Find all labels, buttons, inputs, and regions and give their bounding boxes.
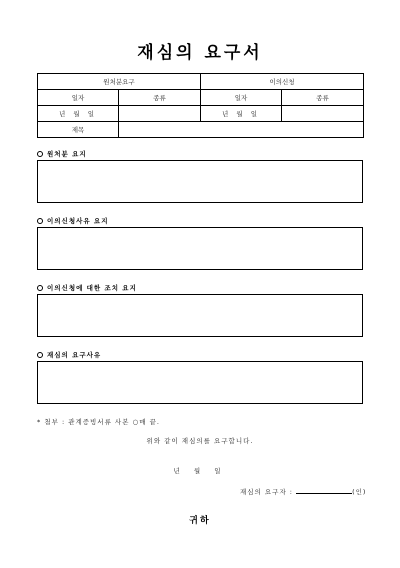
reconsideration-reason-box [37, 361, 363, 404]
header-table [37, 73, 364, 138]
left-date-value: 년 월 일 [38, 106, 119, 122]
section-label-objection-reason: 이의신청사유 요지 [37, 216, 109, 225]
subject-value [119, 122, 364, 138]
circle-bullet-icon [37, 218, 43, 224]
section-label-objection-action: 이의신청에 대한 조치 요지 [37, 283, 137, 292]
right-type-value [282, 106, 364, 122]
original-summary-box [37, 160, 363, 203]
original-disposition-header: 원처분요구 [38, 74, 201, 90]
requester-line [240, 486, 366, 496]
circle-bullet-icon [37, 352, 43, 358]
left-date-label: 일자 [38, 90, 119, 106]
date-line: 년 월 일 [173, 467, 227, 475]
objection-action-box [37, 294, 363, 337]
requester-label: 재심의 요구자 : [240, 488, 293, 496]
honorific: 귀하 [189, 516, 211, 526]
circle-bullet-icon [37, 151, 43, 157]
document-title: 재심의 요구서 [137, 43, 263, 63]
circle-bullet-icon [37, 285, 43, 291]
objection-reason-box [37, 227, 363, 270]
left-type-value [119, 106, 201, 122]
right-date-label: 일자 [201, 90, 282, 106]
objection-header: 이의신청 [201, 74, 364, 90]
subject-label: 제목 [38, 122, 119, 138]
request-sentence: 위와 같이 재심의를 요구합니다. [146, 437, 254, 445]
signature-line [296, 486, 352, 494]
right-date-value: 년 월 일 [201, 106, 282, 122]
section-label-reconsideration-reason: 재심의 요구사유 [37, 350, 101, 359]
seal-mark: (인) [352, 488, 367, 496]
left-type-label: 종류 [119, 90, 201, 106]
right-type-label: 종류 [282, 90, 364, 106]
section-label-original: 원처분 요지 [37, 149, 87, 158]
attachment-note: * 첨부 : 관계증빙서류 사본 ○매 끝. [37, 418, 160, 426]
